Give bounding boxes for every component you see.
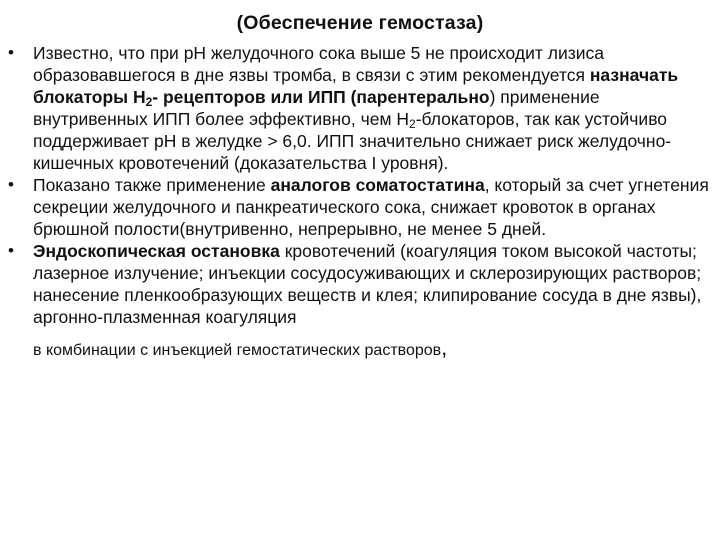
subscript: 2 [145,95,153,109]
bullet-bold-text: Эндоскопическая остановка [33,241,280,261]
bullet-text: в комбинации с инъекцией гемостатических растворов [33,342,442,359]
bullet-item-ph [8,42,718,174]
bullet-item-endoscopic [8,240,718,362]
bullet-marker: • [8,241,14,260]
bullet-text: , который за счет угнетения секреции желудочного и панкреатического сока, снижает кровоток в органах брюшной полости(внутривенно, непрерывно, не менее 5 дней. [33,175,709,239]
bullet-last-line [33,337,718,362]
bullet-marker: • [8,43,14,62]
bullet-text: Известно, что при рН желудочного сока выше 5 не происходит лизиса образовавшегося в дне язвы тромба, в связи с этим рекомендуется [33,43,605,85]
bullet-bold-text: аналогов соматостатина [270,175,485,195]
subscript: 2 [409,117,416,131]
bullet-text: -блокаторов, так как устойчиво поддерживает рН в желудке > 6,0. ИПП значительно снижает риск желудочно-кишечных кровотечений (доказательства I уровня). [33,109,672,173]
comma: , [441,335,448,360]
bullet-item-somatostatin [8,174,718,240]
bullet-bold-text: - рецепторов или ИПП (парентерально [152,87,490,107]
bullet-marker: • [8,175,14,194]
bullet-text: ) применение внутривенных ИПП более эффективно, чем Н [33,87,600,129]
bullet-text: кровотечений (коагуляция током высокой частоты; лазерное излучение; инъекции сосудосуживающих и склерозирующих растворов; нанесение пленкообразующих веществ и клея; клипирование сосуда в дне язвы), аргонно-плазменная коагуляция [33,241,702,327]
bullet-list [8,42,718,362]
bullet-text: Показано также применение [33,175,271,195]
bullet-bold-text: назначать блокаторы Н [33,65,679,107]
slide-title: (Обеспечение гемостаза) [236,12,484,34]
